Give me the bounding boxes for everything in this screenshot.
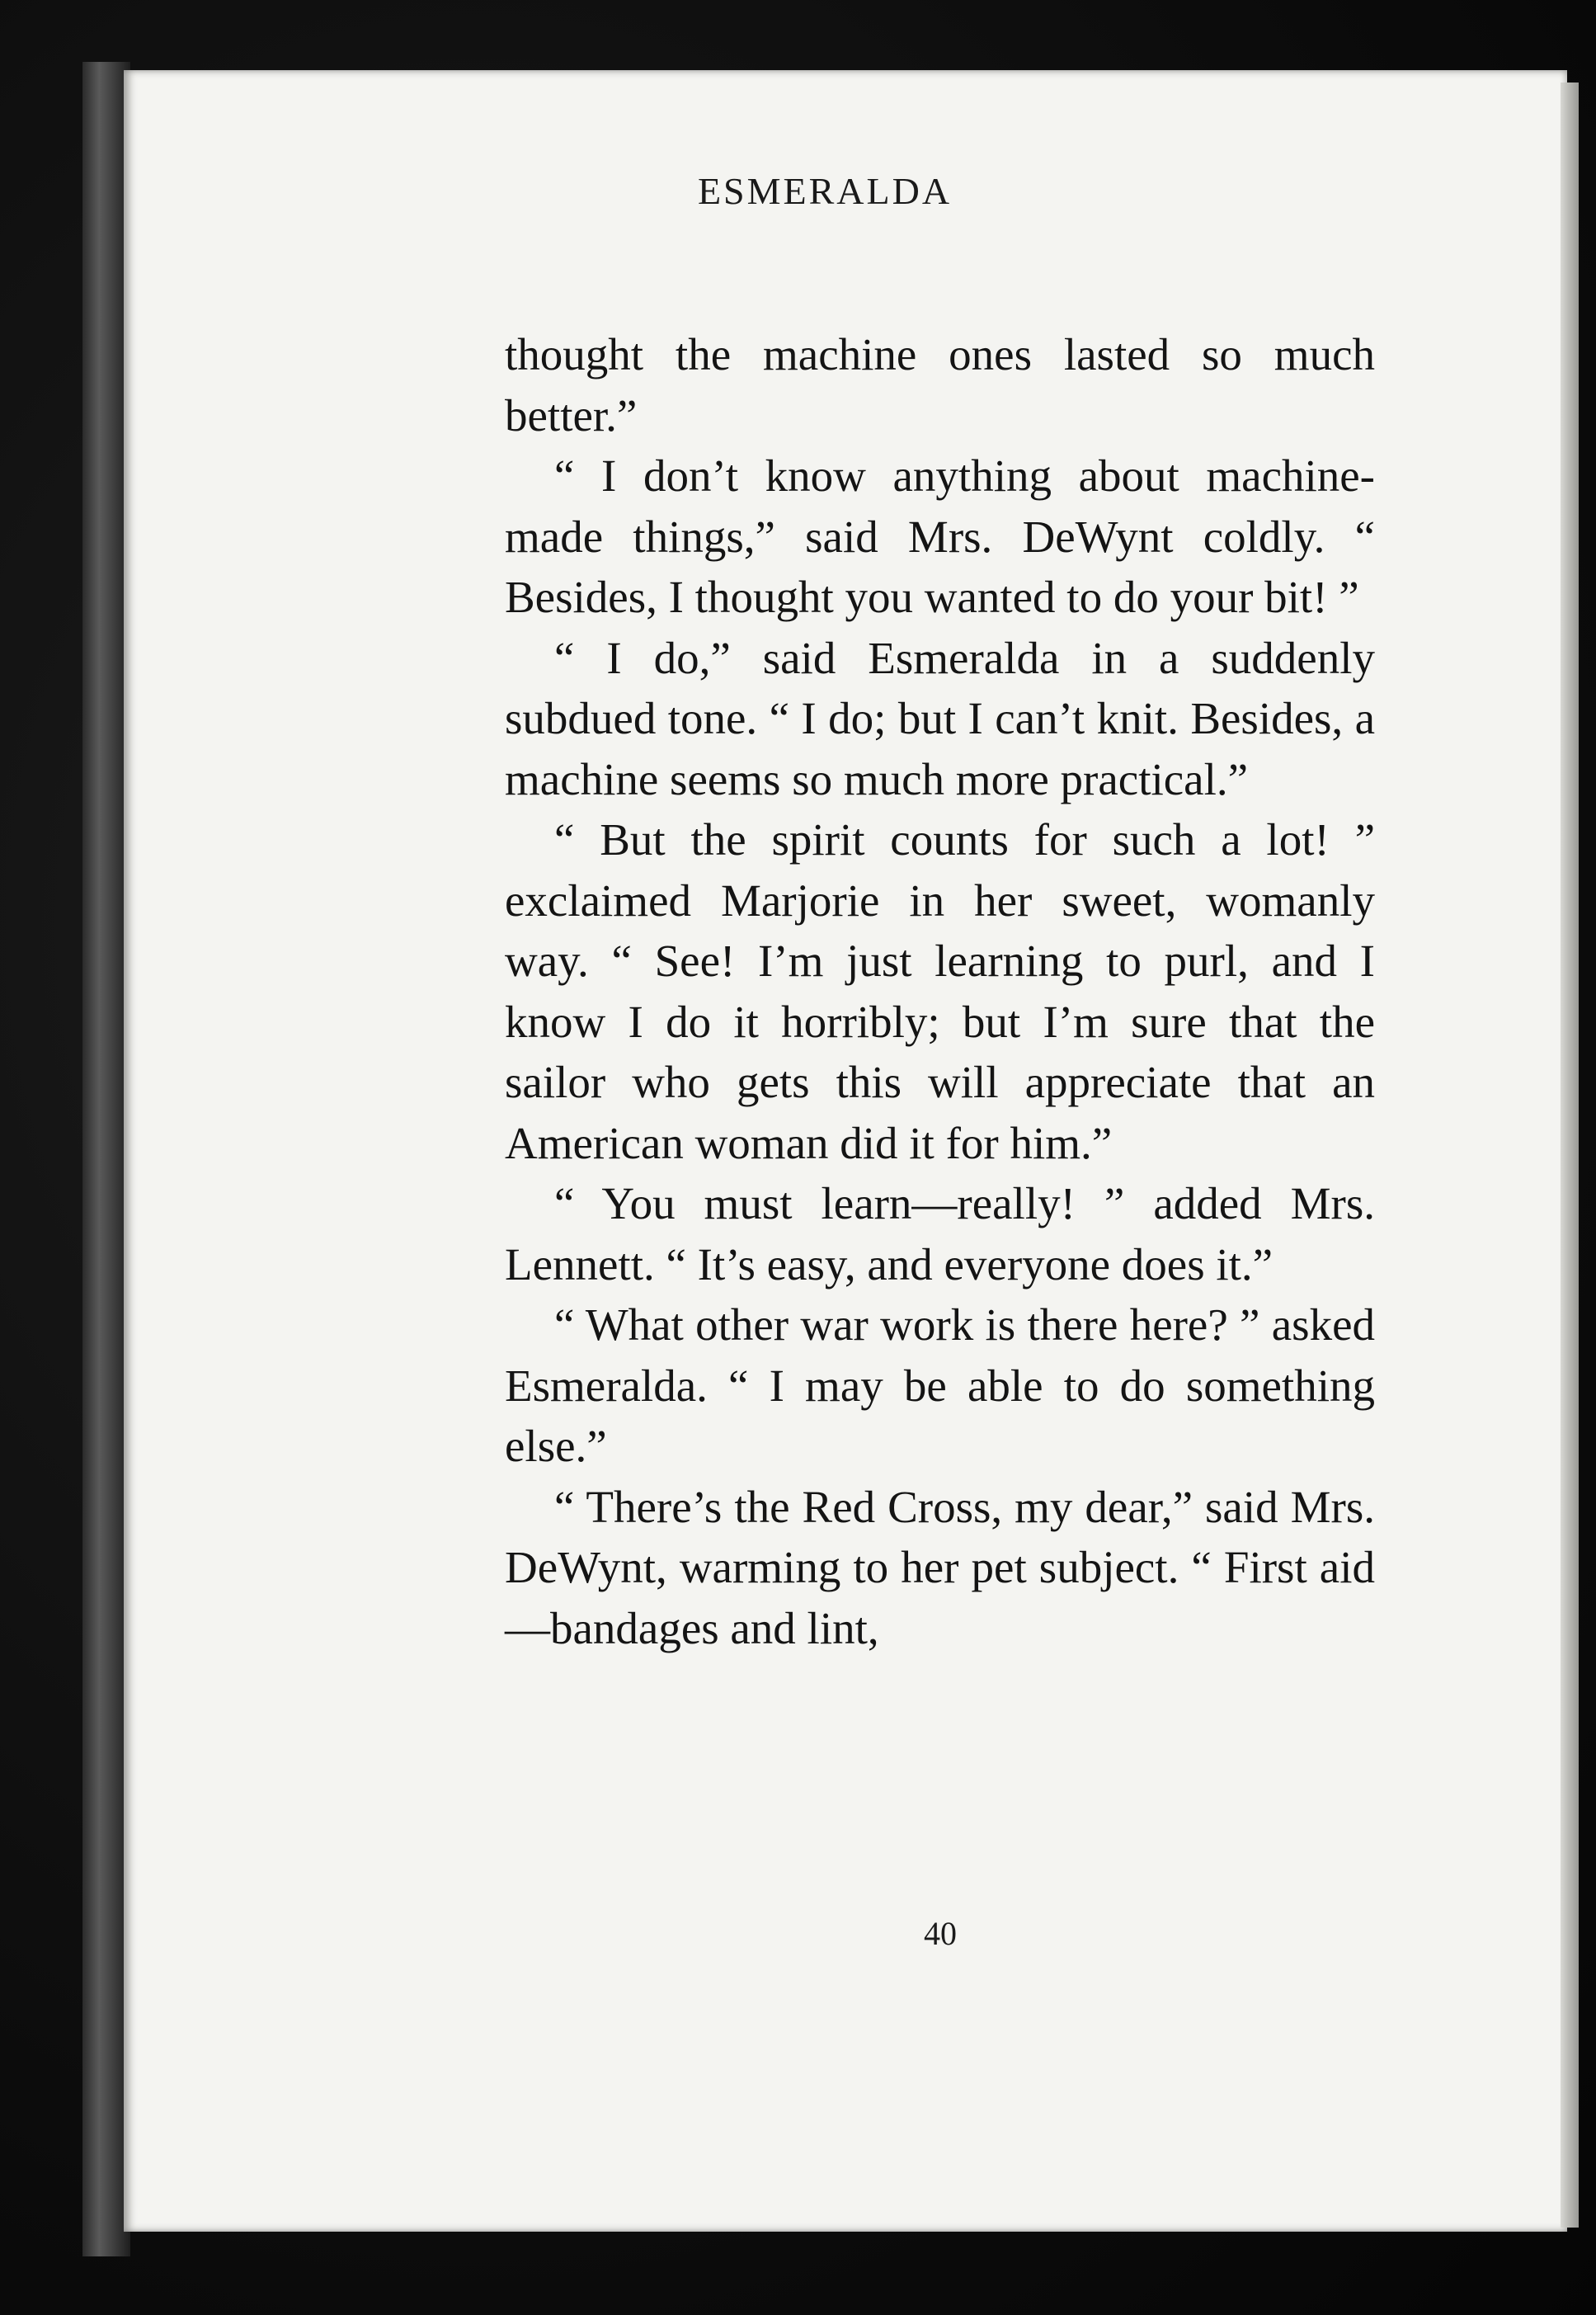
body-text xyxy=(505,324,1375,1658)
page-edge xyxy=(1561,83,1579,2228)
page-number: 40 xyxy=(924,1915,957,1952)
paragraph: “ There’s the Red Cross, my dear,” said Mrs. DeWynt, warming to her pet subject. “ First aid—bandages and lint, xyxy=(505,1481,1375,1653)
paragraph: “ You must learn—really! ” added Mrs. Lennett. “ It’s easy, and everyone does it.” xyxy=(505,1178,1375,1290)
paragraph: thought the machine ones lasted so much better.” xyxy=(505,329,1375,441)
paragraph: “ I don’t know anything about machine-made things,” said Mrs. DeWynt coldly. “ Besides, I thought you wanted to do your bit! ” xyxy=(505,450,1375,622)
running-head: ESMERALDA xyxy=(697,170,953,212)
paragraph: “ But the spirit counts for such a lot! ” exclaimed Marjorie in her sweet, womanly way. “ See! I’m just learning to purl, and I know I do it horribly; but I’m sure that the sailor who gets this will appreciate that an American woman did it for him.” xyxy=(505,814,1375,1168)
paragraph: “ What other war work is there here? ” asked Esmeralda. “ I may be able to do something else.” xyxy=(505,1299,1375,1471)
paragraph: “ I do,” said Esmeralda in a suddenly subdued tone. “ I do; but I can’t knit. Besides, a machine seems so much more practical.” xyxy=(505,632,1375,804)
